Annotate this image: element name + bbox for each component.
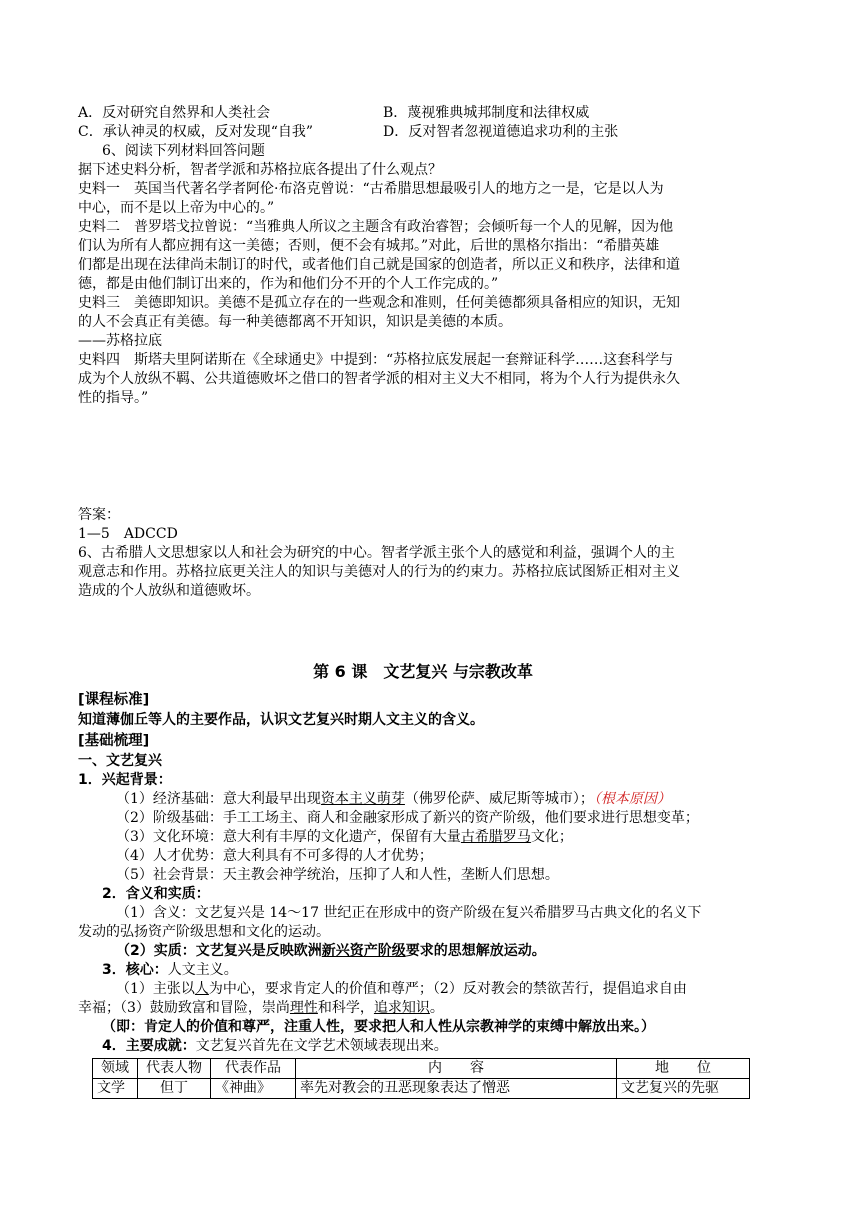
definition-item-1-line: 发动的弘扬资产阶级思想和文化的运动。 bbox=[78, 924, 330, 940]
background-item-4: （4）人才优势：意大利具有不可多得的人才优势； bbox=[116, 848, 433, 864]
table-header: 地 位 bbox=[617, 1059, 750, 1079]
core-line: 3．核心：人文主义。 bbox=[102, 962, 238, 978]
table-cell: 文学 bbox=[93, 1079, 138, 1099]
document-page bbox=[78, 104, 768, 1099]
source-2-line: 们认为所有人都应拥有这一美德；否则，便不会有城邦。”对此，后世的黑格尔指出：“希腊英雄 bbox=[78, 238, 660, 254]
table-header-row bbox=[93, 1059, 750, 1079]
background-item-1: （1）经济基础：意大利最早出现资本主义萌芽（佛罗伦萨、威尼斯等城市）；（根本原因） bbox=[116, 791, 671, 807]
table-cell: 文艺复兴的先驱 bbox=[617, 1079, 750, 1099]
core-item-line: 幸福；（3）鼓励致富和冒险，崇尚理性和科学，追求知识。 bbox=[78, 1000, 444, 1016]
background-heading: 1．兴起背景： bbox=[78, 772, 172, 788]
answers-multiple-choice: 1—5 ADCCD bbox=[78, 526, 178, 542]
answer-6-line: 6、古希腊人文思想家以人和社会为研究的中心。智者学派主张个人的感觉和利益，强调个人的主 bbox=[78, 545, 675, 561]
option-a: A．反对研究自然界和人类社会 bbox=[78, 105, 271, 121]
course-standard-heading: [课程标准] bbox=[78, 692, 150, 708]
table-cell: 《神曲》 bbox=[211, 1079, 296, 1099]
source-3-line: 史料三 美德即知识。美德不是孤立存在的一些观念和准则，任何美德都须具备相应的知识，无知 bbox=[78, 295, 680, 311]
option-d: D．反对智者忽视道德追求功利的主张 bbox=[383, 124, 619, 140]
course-standard-text: 知道薄伽丘等人的主要作品，认识文艺复兴时期人文主义的含义。 bbox=[78, 712, 484, 728]
option-row-ab bbox=[78, 104, 768, 123]
table-row bbox=[93, 1079, 750, 1099]
core-item-line: （1）主张以人为中心，要求肯定人的价值和尊严；（2）反对教会的禁欲苦行，提倡追求自由 bbox=[116, 981, 687, 997]
option-row-cd bbox=[78, 123, 768, 142]
table-header: 领域 bbox=[93, 1059, 138, 1079]
source-4-line: 性的指导。” bbox=[78, 390, 149, 406]
achievements-table bbox=[92, 1058, 750, 1099]
source-3-line: 的人不会真正有美德。每一种美德都离不开知识，知识是美德的本质。 bbox=[78, 314, 512, 330]
option-c: C．承认神灵的权威，反对发现“自我” bbox=[78, 124, 314, 140]
source-2-line: 们都是出现在法律尚未制订的时代，或者他们自己就是国家的创造者，所以正义和秩序，法律和道 bbox=[78, 257, 680, 273]
table-cell: 率先对教会的丑恶现象表达了憎恶 bbox=[296, 1079, 617, 1099]
source-4-line: 史料四 斯塔夫里阿诺斯在《全球通史》中提到：“苏格拉底发展起一套辩证科学……这套科学与 bbox=[78, 352, 674, 368]
essence-line: （2）实质：文艺复兴是反映欧洲新兴资产阶级要求的思想解放运动。 bbox=[116, 943, 546, 959]
question-6-heading: 6、阅读下列材料回答问题 bbox=[102, 143, 265, 159]
background-item-5: （5）社会背景：天主教会神学统治，压抑了人和人性，垄断人们思想。 bbox=[116, 867, 559, 883]
definition-item-1-line: （1）含义：文艺复兴是 14～17 世纪正在形成中的资产阶级在复兴希腊罗马古典文化的名义下 bbox=[116, 905, 702, 921]
basic-review-heading: [基础梳理] bbox=[78, 733, 150, 749]
table-header: 代表人物 bbox=[138, 1059, 211, 1079]
source-1-line: 史料一 英国当代著名学者阿伦·布洛克曾说：“古希腊思想最吸引人的地方之一是，它是以人为 bbox=[78, 181, 664, 197]
question-6-prompt: 据下述史料分析，智者学派和苏格拉底各提出了什么观点？ bbox=[78, 162, 442, 178]
answers-label: 答案： bbox=[78, 507, 120, 523]
table-header: 内 容 bbox=[296, 1059, 617, 1079]
definition-heading: 2．含义和实质： bbox=[102, 886, 210, 902]
achievements-line: 4．主要成就：文艺复兴首先在文学艺术领域表现出来。 bbox=[102, 1038, 448, 1054]
source-1-line: 中心，而不是以上帝为中心的。” bbox=[78, 200, 275, 216]
root-cause-note: （根本原因） bbox=[593, 791, 671, 807]
answer-6-line: 观意志和作用。苏格拉底更关注人的知识与美德对人的行为的约束力。苏格拉底试图矫正相对主义 bbox=[78, 564, 680, 580]
table-cell: 但丁 bbox=[138, 1079, 211, 1099]
lesson-title: 第 6 课 文艺复兴 与宗教改革 bbox=[313, 662, 533, 681]
option-b: B．蔑视雅典城邦制度和法律权威 bbox=[383, 105, 590, 121]
part-1-heading: 一、文艺复兴 bbox=[78, 753, 162, 769]
answer-6-line: 造成的个人放纵和道德败坏。 bbox=[78, 583, 260, 599]
background-item-3: （3）文化环境：意大利有丰厚的文化遗产，保留有大量古希腊罗马文化； bbox=[116, 829, 573, 845]
core-note: （即：肯定人的价值和尊严，注重人性，要求把人和人性从宗教神学的束缚中解放出来。） bbox=[102, 1019, 655, 1035]
source-2-line: 史料二 普罗塔戈拉曾说：“当雅典人所议之主题含有政治睿智；会倾听每一个人的见解，因为他 bbox=[78, 219, 674, 235]
source-4-line: 成为个人放纵不羁、公共道德败坏之借口的智者学派的相对主义大不相同，将为个人行为提供永久 bbox=[78, 371, 680, 387]
source-2-line: 德，都是由他们制订出来的，作为和他们分不开的个人工作完成的。” bbox=[78, 276, 499, 292]
source-3-attribution: ——苏格拉底 bbox=[78, 333, 162, 349]
background-item-2: （2）阶级基础：手工工场主、商人和金融家形成了新兴的资产阶级，他们要求进行思想变革； bbox=[116, 810, 699, 826]
table-header: 代表作品 bbox=[211, 1059, 296, 1079]
